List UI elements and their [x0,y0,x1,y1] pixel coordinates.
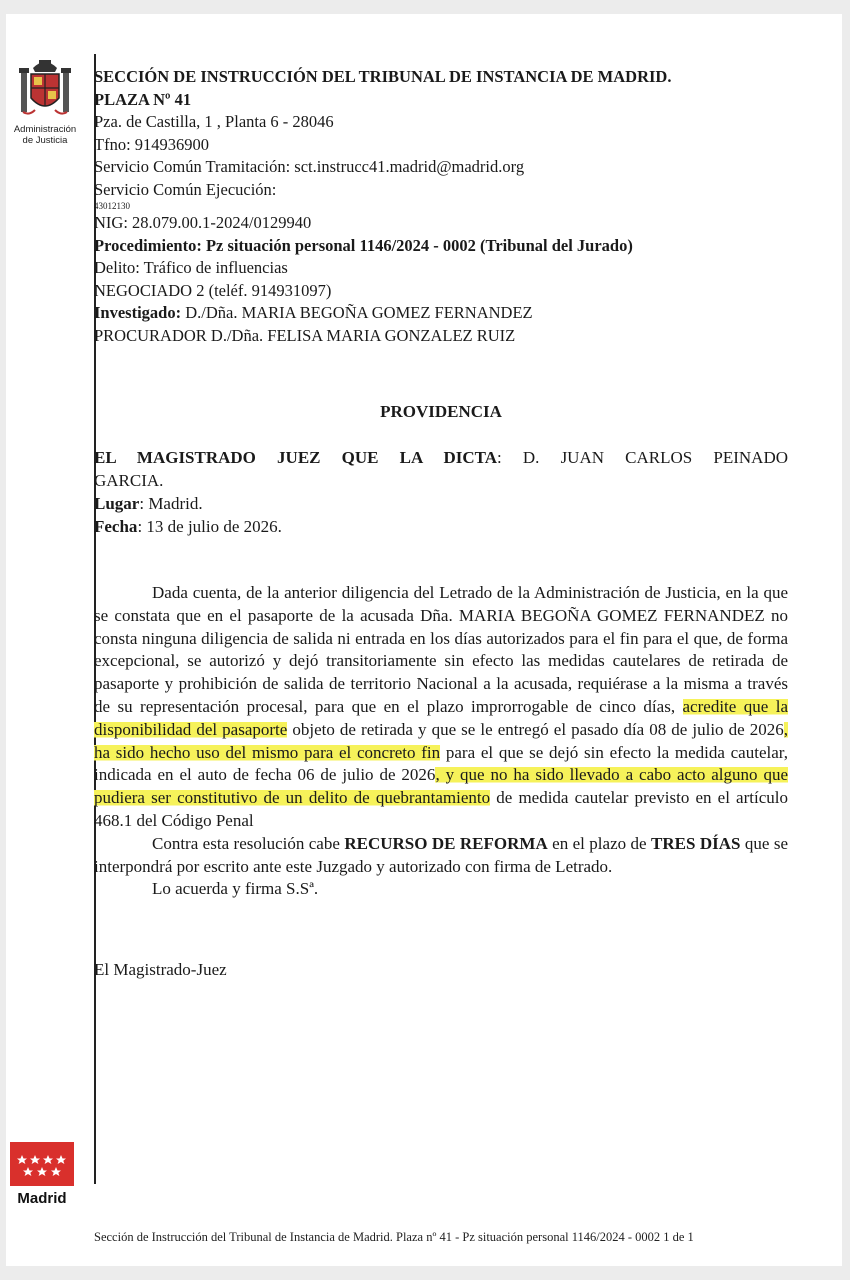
signature-line: El Magistrado-Juez [94,960,227,979]
court-name: SECCIÓN DE INSTRUCCIÓN DEL TRIBUNAL DE INSTANCIA DE MADRID. [94,67,672,86]
madrid-flag-icon [10,1142,74,1186]
coat-of-arms-logo [6,54,84,146]
document-page [6,14,842,1266]
judge-name-part1: : D. JUAN CARLOS PEINADO [497,448,789,467]
fecha [94,515,788,538]
highlight-1: acredite que la disponibilidad del pasaporte [94,696,788,739]
delito: Delito: Tráfico de influencias [94,258,288,277]
judge-name-part2: GARCIA. [94,471,164,490]
stars-icon [10,1142,74,1186]
p2-text-b: en el plazo de [547,833,651,853]
judge-block [94,446,788,538]
madrid-wordmark: Madrid [17,1190,67,1207]
plaza: PLAZA Nº 41 [94,89,192,109]
document-title: PROVIDENCIA [380,402,502,421]
page-footer: Sección de Instrucción del Tribunal de Instancia de Madrid. Plaza nº 41 - Pz situación personal 1146/2024 - 0002 1 de 1 [94,1230,694,1244]
judge-line [94,446,788,469]
judge-label: EL MAGISTRADO JUEZ QUE LA DICTA [94,448,498,467]
investigado-label: Investigado: [94,303,182,322]
lugar-label: Lugar [94,494,140,513]
servicio-tramitacion: Servicio Común Tramitación: sct.instrucc41.madrid@madrid.org [94,157,525,176]
document-body [94,582,788,901]
paragraph-recurso [94,833,788,879]
document-header [94,66,814,347]
p1-text-b: objeto de retirada y que se le entregó el pasado día 08 de julio de 2026 [287,719,784,739]
p2-text-a: Contra esta resolución cabe [152,833,345,853]
logo-label-line1: Administración [13,124,77,135]
address: Pza. de Castilla, 1 , Planta 6 - 28046 [94,112,334,131]
negociado: NEGOCIADO 2 (teléf. 914931097) [94,280,332,300]
p1-text-d: de medida cautelar previsto en el artículo 468.1 del Código Penal [94,788,788,830]
nig: NIG: 28.079.00.1-2024/0129940 [94,213,312,232]
lugar [94,492,788,515]
internal-code: 43012130 [94,201,130,211]
paragraph-firma: Lo acuerda y firma S.Sª. [152,879,319,899]
lugar-value: : Madrid. [139,494,203,513]
fecha-value: : 13 de julio de 2026. [137,517,282,536]
spain-coat-of-arms-icon [15,54,75,120]
procurador: PROCURADOR D./Dña. FELISA MARIA GONZALEZ RUIZ [94,325,516,345]
p1-text-c: para el que se dejó sin efecto la medida cautelar, indicada en el auto de fecha 06 de julio de 2026 [94,742,788,785]
p1-text-a: Dada cuenta, de la anterior diligencia del Letrado de la Administración de Justicia, en la que se constata que en el pasaporte de la acusada Dña. MARIA BEGOÑA GOMEZ FERNANDEZ no consta ninguna diligencia de salida ni entrada en los días autorizados para el fin para el que, de forma excepcional, se autorizó y dejó transitoriamente sin efecto las medidas cautelares de retirada de pasaporte y prohibición de salida de territorio Nacional a la acusada, requiérase a la misma a través de su representación procesal, para que en el plazo improrrogable de cinco días, [94,583,788,716]
recurso-bold: RECURSO DE REFORMA [344,833,548,853]
fecha-label: Fecha [94,517,138,536]
investigado-value: D./Dña. MARIA BEGOÑA GOMEZ FERNANDEZ [181,303,533,322]
highlight-2: , ha sido hecho uso del mismo para el concreto fin [94,719,788,762]
logo-label-line2: de Justicia [22,135,68,146]
madrid-logo [10,1142,74,1207]
investigado [94,302,814,325]
procedimiento: Procedimiento: Pz situación personal 1146/2024 - 0002 (Tribunal del Jurado) [94,235,633,255]
p2-text-c: que se interpondrá por escrito ante este Juzgado y autorizado con firma de Letrado. [94,833,788,876]
phone: Tfno: 914936900 [94,134,210,154]
highlight-3: , y que no ha sido llevado a cabo acto alguno que pudiera ser constitutivo de un delito de quebrantamiento [94,765,788,808]
servicio-ejecucion: Servicio Común Ejecución: [94,179,277,199]
tres-dias-bold: TRES DÍAS [651,833,741,853]
paragraph-main [94,582,788,833]
